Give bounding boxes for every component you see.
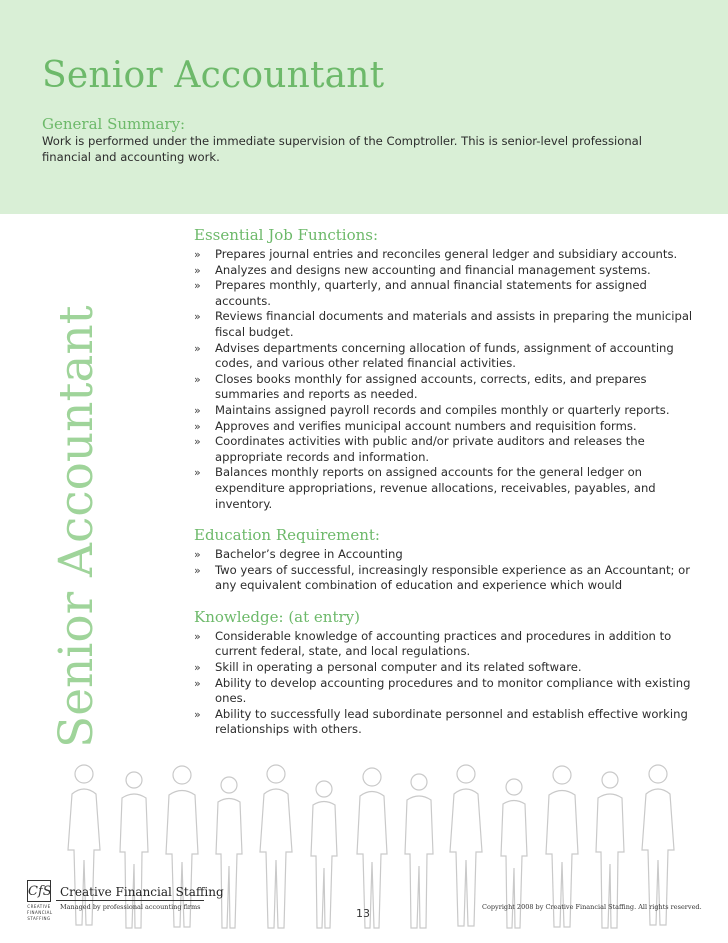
list-item-text: Ability to successfully lead subordinate personnel and establish effective working relationships with others. — [215, 706, 688, 737]
summary-heading: General Summary: — [42, 115, 186, 133]
list-item — [194, 419, 694, 435]
logo-monogram: CfS — [27, 880, 51, 902]
list-item-text: Closes books monthly for assigned accounts, corrects, edits, and prepares summaries and reports as needed. — [215, 371, 647, 402]
list-item-text: Coordinates activities with public and/or private auditors and releases the appropriate records and information. — [215, 434, 645, 464]
education-heading: Education Requirement: — [194, 526, 380, 545]
list-item-text: Prepares monthly, quarterly, and annual financial statements for assigned accounts. — [215, 278, 647, 308]
bullet-mark: » — [194, 403, 201, 417]
summary-text: Work is performed under the immediate supervision of the Comptroller. This is senior-level professional financial and accounting work. — [42, 134, 642, 164]
list-item — [194, 707, 694, 738]
footer-company-name: Creative Financial Staffing — [60, 885, 224, 899]
list-item — [194, 676, 694, 707]
bullet-mark: » — [194, 248, 201, 261]
silhouette-figure — [357, 768, 387, 928]
silhouette-figure — [405, 774, 433, 928]
knowledge-list — [194, 629, 694, 738]
bullet-mark: » — [194, 263, 201, 277]
footer-divider — [56, 900, 204, 901]
silhouette-figure — [311, 781, 337, 928]
list-item — [194, 309, 694, 340]
list-item-text: Analyzes and designs new accounting and financial management systems. — [215, 262, 651, 277]
bullet-mark: » — [194, 279, 201, 293]
silhouette-figure — [260, 765, 292, 928]
vertical-side-title: Senior Accountant — [49, 305, 104, 748]
page-number: 13 — [356, 907, 370, 920]
bullet-mark: » — [194, 372, 201, 386]
bullet-mark: » — [194, 661, 201, 675]
list-item-text: Prepares journal entries and reconciles general ledger and subsidiary accounts. — [215, 247, 678, 261]
functions-section — [194, 226, 694, 512]
bullet-mark: » — [194, 707, 201, 721]
list-item-text: Advises departments concerning allocation of funds, assignment of accounting codes, and various other related financial activities. — [215, 340, 674, 371]
knowledge-section — [194, 608, 694, 738]
list-item — [194, 403, 694, 419]
list-item-text: Ability to develop accounting procedures and to monitor compliance with existing ones. — [215, 675, 691, 706]
list-item — [194, 341, 694, 372]
footer-copyright: Copyright 2008 by Creative Financial Staffing. All rights reserved. — [482, 903, 702, 911]
silhouette-figure — [642, 765, 674, 925]
list-item — [194, 547, 694, 563]
header-band — [0, 0, 728, 214]
list-item-text: Skill in operating a personal computer and its related software. — [215, 660, 582, 675]
logo-word: CREATIVE — [27, 904, 51, 909]
list-item-text: Two years of successful, increasingly responsible experience as an Accountant; or any equivalent combination of education and experience which would — [215, 562, 690, 593]
silhouette-figure — [450, 765, 482, 926]
bullet-mark: » — [194, 629, 201, 643]
list-item-text: Considerable knowledge of accounting practices and procedures in addition to current federal, state, and local regulations. — [215, 628, 672, 659]
list-item — [194, 247, 694, 263]
logo-word: FINANCIAL — [27, 910, 53, 915]
list-item-text: Bachelor’s degree in Accounting — [215, 547, 403, 562]
functions-heading: Essential Job Functions: — [194, 226, 379, 244]
list-item-text: Maintains assigned payroll records and compiles monthly or quarterly reports. — [215, 402, 670, 417]
list-item — [194, 629, 694, 660]
bullet-mark: » — [194, 435, 201, 449]
list-item — [194, 434, 694, 465]
bullet-mark: » — [194, 676, 201, 690]
education-list — [194, 547, 694, 594]
content-column — [194, 226, 694, 752]
list-item — [194, 660, 694, 676]
footer-tagline: Managed by professional accounting firms — [60, 903, 201, 911]
education-section — [194, 526, 694, 594]
list-item — [194, 372, 694, 403]
bullet-mark: » — [194, 341, 201, 355]
bullet-mark: » — [194, 563, 201, 577]
knowledge-heading: Knowledge: (at entry) — [194, 607, 360, 626]
bullet-mark: » — [194, 419, 201, 433]
list-item — [194, 465, 694, 512]
silhouette-figure — [68, 765, 100, 925]
bullet-mark: » — [194, 548, 201, 562]
list-item — [194, 278, 694, 309]
bullet-mark: » — [194, 466, 201, 480]
list-item-text: Approves and verifies municipal account numbers and requisition forms. — [215, 418, 637, 433]
page-title: Senior Accountant — [42, 55, 385, 96]
list-item-text: Reviews financial documents and materials and assists in preparing the municipal fiscal budget. — [215, 309, 693, 339]
silhouette-figure — [216, 777, 242, 928]
company-logo — [27, 880, 51, 926]
functions-list — [194, 247, 694, 512]
list-item — [194, 563, 694, 594]
bullet-mark: » — [194, 310, 201, 324]
list-item — [194, 263, 694, 279]
logo-words — [27, 904, 51, 922]
list-item-text: Balances monthly reports on assigned accounts for the general ledger on expenditure appropriations, revenue allocations, receivables, payables, and inventory. — [215, 465, 656, 511]
logo-word: STAFFING — [27, 916, 51, 921]
